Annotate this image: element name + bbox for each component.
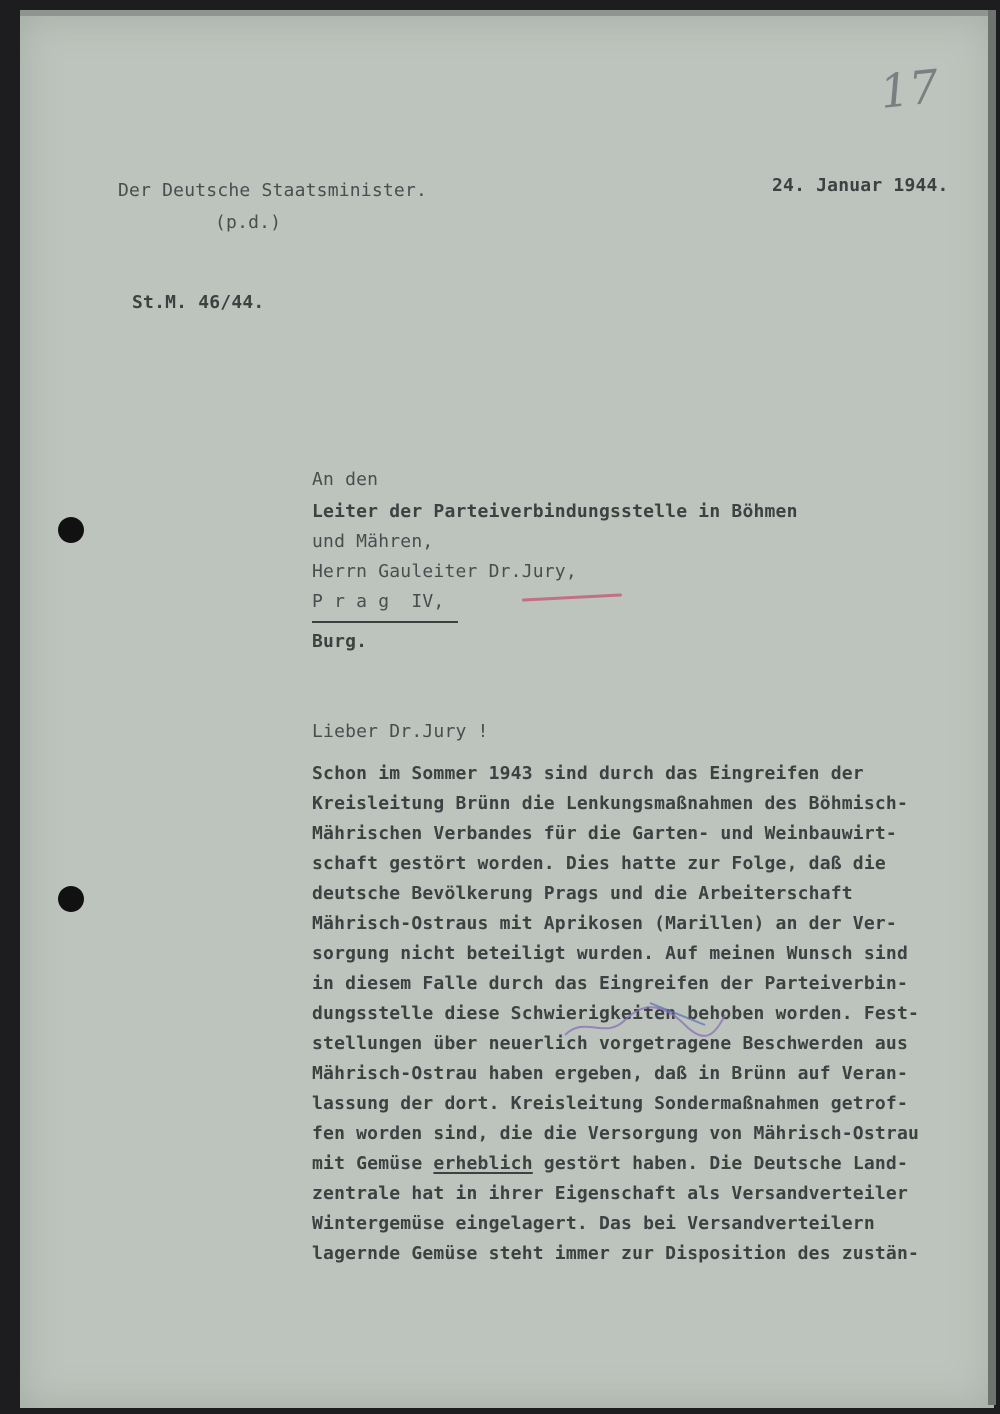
body-line: schaft gestört worden. Dies hatte zur Folge, daß die (312, 853, 886, 874)
recipient-line-3: und Mähren, (312, 531, 434, 552)
recipient-line-4: Herrn Gauleiter Dr.Jury, (312, 561, 577, 582)
recipient-city: P r a g IV, (312, 591, 445, 612)
body-line: Wintergemüse eingelagert. Das bei Versandverteilern (312, 1213, 875, 1234)
folio-number: 17 (877, 59, 942, 119)
body-text-segment: mit Gemüse (312, 1153, 434, 1174)
body-line: lassung der dort. Kreisleitung Sondermaßnahmen getrof- (312, 1093, 908, 1114)
recipient-line-6: Burg. (312, 631, 368, 652)
body-line: Mährischen Verbandes für die Garten- und Weinbauwirt- (312, 823, 897, 844)
city-underline (312, 621, 458, 623)
letter-date: 24. Januar 1944. (772, 175, 949, 196)
body-line: fen worden sind, die die Versorgung von Mährisch-Ostrau (312, 1123, 920, 1144)
body-line: Mährisch-Ostraus mit Aprikosen (Marillen) an der Ver- (312, 913, 897, 934)
salutation: Lieber Dr.Jury ! (312, 721, 489, 742)
reference-number: St.M. 46/44. (132, 292, 265, 313)
body-line: dungsstelle diese Schwierigkeiten behoben worden. Fest- (312, 1003, 920, 1024)
body-line-emphasis (312, 1149, 908, 1179)
body-line: Mährisch-Ostrau haben ergeben, daß in Brünn auf Veran- (312, 1063, 908, 1084)
body-line: lagernde Gemüse steht immer zur Disposition des zustän- (312, 1243, 920, 1264)
body-line: in diesem Falle durch das Eingreifen der Parteiverbin- (312, 973, 908, 994)
sender-line: Der Deutsche Staatsminister. (118, 180, 428, 201)
body-line: deutsche Bevölkerung Prags und die Arbeiterschaft (312, 883, 853, 904)
scan-edge-right (988, 10, 996, 1405)
recipient-line-1: An den (312, 469, 379, 490)
body-line: zentrale hat in ihrer Eigenschaft als Versandverteiler (312, 1183, 908, 1204)
recipient-line-2: Leiter der Parteiverbindungsstelle in Böhmen (312, 501, 798, 522)
sender-sub: (p.d.) (215, 212, 282, 233)
punch-hole-icon (58, 886, 84, 912)
underlined-word: erheblich (433, 1153, 533, 1174)
body-line: stellungen über neuerlich vorgetragene Beschwerden aus (312, 1033, 908, 1054)
punch-hole-icon (58, 517, 84, 543)
handwritten-scribble-icon (555, 995, 735, 1055)
body-text-segment: gestört haben. Die Deutsche Land- (532, 1153, 909, 1174)
body-line: sorgung nicht beteiligt wurden. Auf meinen Wunsch sind (312, 943, 908, 964)
body-line: Schon im Sommer 1943 sind durch das Eingreifen der (312, 763, 864, 784)
body-line: Kreisleitung Brünn die Lenkungsmaßnahmen des Böhmisch- (312, 793, 908, 814)
